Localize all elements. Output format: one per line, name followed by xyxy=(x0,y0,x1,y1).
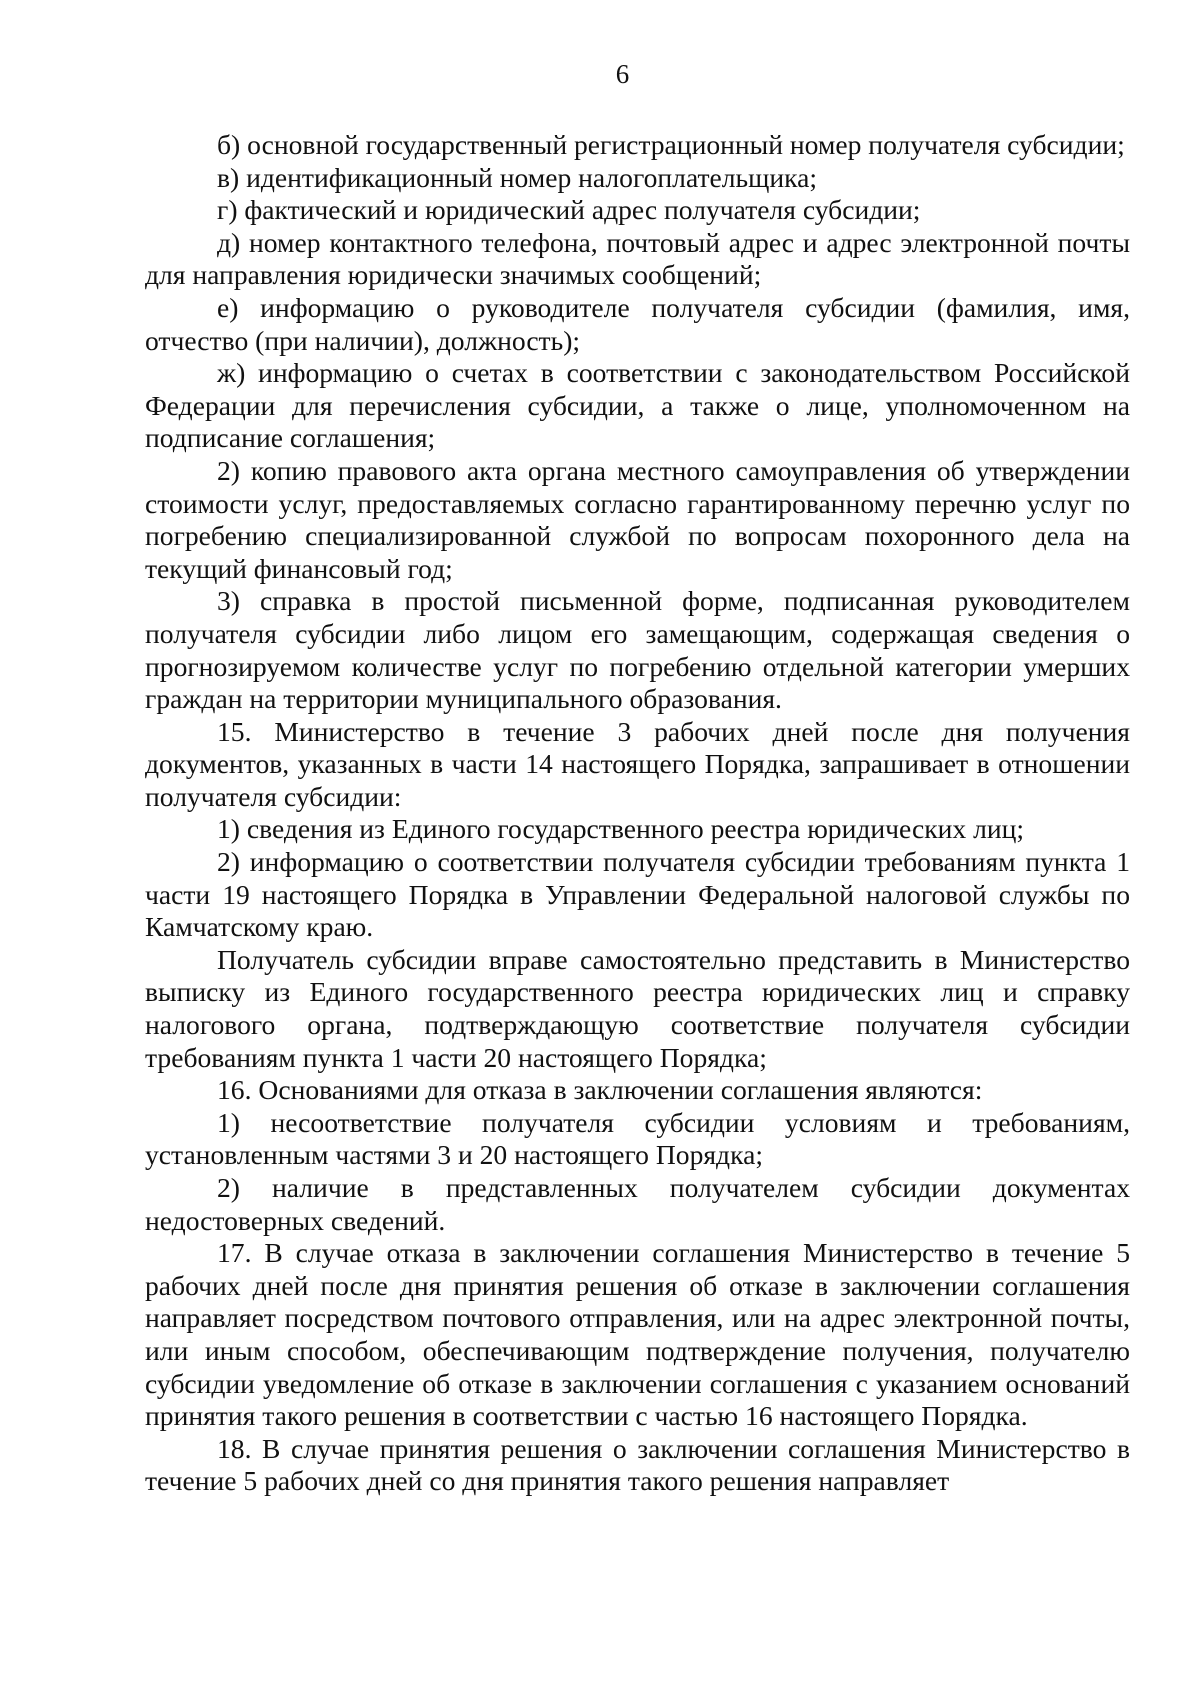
paragraph: 2) наличие в представленных получателем субсидии документах недостоверных сведений. xyxy=(145,1172,1130,1236)
paragraph: е) информацию о руководителе получателя субсидии (фамилия, имя, отчество (при наличии), должность); xyxy=(145,291,1130,356)
paragraph: ж) информацию о счетах в соответствии с законодательством Российской Федерации для перечисления субсидии, а также о лице, уполномоченном на подписание соглашения; xyxy=(145,357,1130,454)
paragraph: б) основной государственный регистрационный номер получателя субсидии; xyxy=(217,129,1125,160)
paragraph: 1) сведения из Единого государственного реестра юридических лиц; xyxy=(217,813,1025,845)
paragraph: в) идентификационный номер налогоплательщика; xyxy=(217,161,818,193)
paragraph: 18. В случае принятия решения о заключении соглашения Министерство в течение 5 рабочих дней со дня принятия такого решения направляет xyxy=(145,1432,1130,1497)
paragraph: 3) справка в простой письменной форме, подписанная руководителем получателя субсидии либо лицом его замещающим, содержащая сведения о прогнозируемом количестве услуг по погребению отдельной категории умерших граждан на территории муниципального образования. xyxy=(145,585,1130,715)
paragraph: 1) несоответствие получателя субсидии условиям и требованиям, установленным частями 3 и 20 настоящего Порядка; xyxy=(145,1106,1130,1171)
paragraph: 15. Министерство в течение 3 рабочих дней после дня получения документов, указанных в части 14 настоящего Порядка, запрашивает в отношении получателя субсидии: xyxy=(145,715,1130,812)
document-body xyxy=(145,129,1130,1498)
paragraph: 17. В случае отказа в заключении соглашения Министерство в течение 5 рабочих дней после дня принятия решения об отказе в заключении соглашения направляет посредством почтового отправления, или на адрес электронной почты, или иным способом, обеспечивающим подтверждение получения, получателю субсидии уведомление об отказе в заключении соглашения с указанием оснований принятия такого решения в соответствии с частью 16 настоящего Порядка. xyxy=(145,1237,1130,1432)
paragraph: д) номер контактного телефона, почтовый адрес и адрес электронной почты для направления юридически значимых сообщений; xyxy=(145,226,1130,291)
paragraph: 2) копию правового акта органа местного самоуправления об утверждении стоимости услуг, предоставляемых согласно гарантированному перечню услуг по погребению специализированной службой по вопросам похоронного дела на текущий финансовый год; xyxy=(145,454,1130,584)
paragraph: г) фактический и юридический адрес получателя субсидии; xyxy=(217,194,921,226)
paragraph: 2) информацию о соответствии получателя субсидии требованиям пункта 1 части 19 настоящего Порядка в Управлении Федеральной налоговой службы по Камчатскому краю. xyxy=(145,846,1130,943)
paragraph: Получатель субсидии вправе самостоятельно представить в Министерство выписку из Единого государственного реестра юридических лиц и справку налогового органа, подтверждающую соответствие получателя субсидии требованиям пункта 1 части 20 настоящего Порядка; xyxy=(145,943,1130,1073)
paragraph: 16. Основаниями для отказа в заключении соглашения являются: xyxy=(217,1074,983,1106)
page-number: 6 xyxy=(615,59,630,89)
